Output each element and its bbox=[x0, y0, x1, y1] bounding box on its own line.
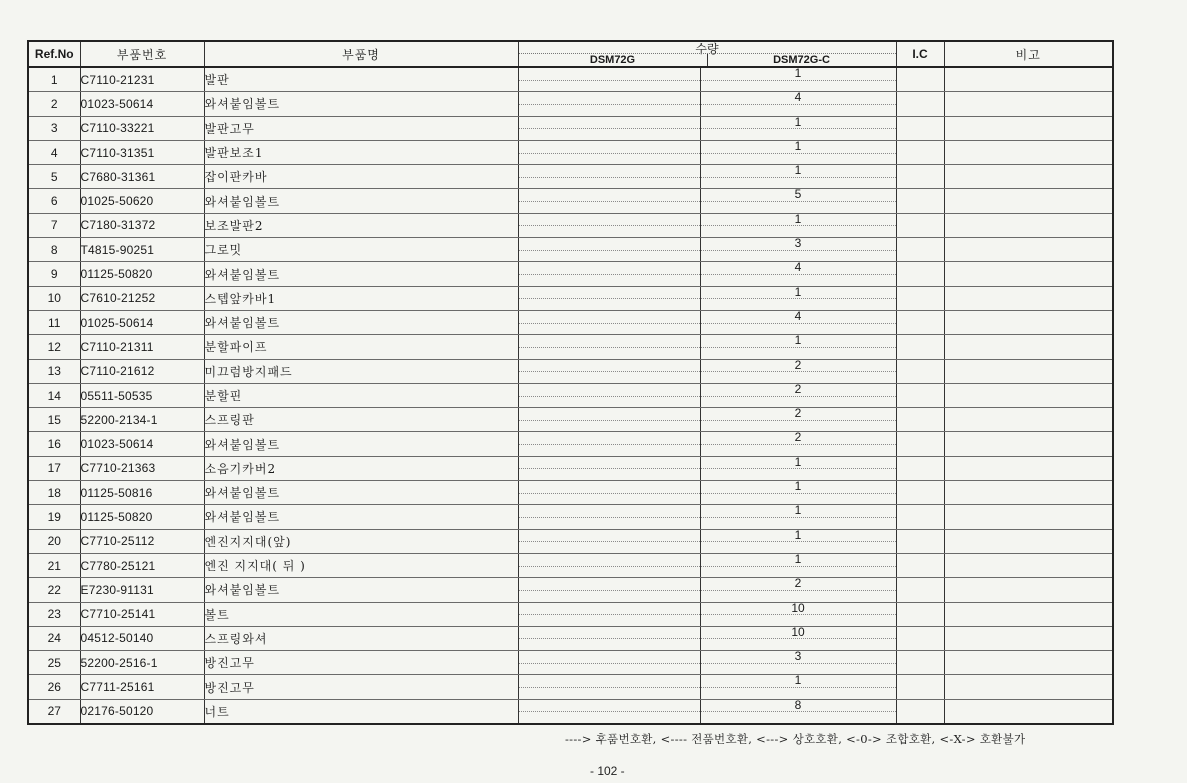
qty-value: 8 bbox=[794, 699, 802, 712]
ic-cell bbox=[896, 359, 944, 383]
qty-dsm72g-c-cell bbox=[700, 165, 896, 189]
qty-dsm72g-c-cell bbox=[700, 310, 896, 334]
interchangeability-legend: ----> 후품번호환, <---- 전품번호환, <---> 상호호환, <-0-> 조합호환, <-X-> 호환불가 bbox=[565, 732, 1026, 746]
qty-divider bbox=[701, 104, 896, 105]
qty-divider bbox=[701, 274, 896, 275]
qty-divider bbox=[519, 420, 700, 421]
qty-divider bbox=[519, 201, 700, 202]
note-cell bbox=[944, 456, 1113, 480]
note-header: 비고 bbox=[944, 41, 1113, 67]
part-name-cell: 스프링판 bbox=[204, 408, 518, 432]
table-row bbox=[28, 262, 1113, 286]
table-row bbox=[28, 310, 1113, 334]
part-no-cell: C7710-21363 bbox=[80, 456, 204, 480]
table-row bbox=[28, 529, 1113, 553]
qty-divider bbox=[519, 371, 700, 372]
qty-value: 2 bbox=[794, 577, 802, 591]
qty-dsm72g-c-cell bbox=[700, 626, 896, 650]
ic-cell bbox=[896, 602, 944, 626]
part-no-cell: 01023-50614 bbox=[80, 432, 204, 456]
qty-dsm72g-cell bbox=[518, 262, 700, 286]
ref-no-cell: 5 bbox=[28, 165, 80, 189]
ref-no-cell: 10 bbox=[28, 286, 80, 310]
qty-divider bbox=[519, 517, 700, 518]
qty-divider bbox=[701, 517, 896, 518]
note-cell bbox=[944, 140, 1113, 164]
qty-dsm72g-cell bbox=[518, 602, 700, 626]
ref-no-cell: 3 bbox=[28, 116, 80, 140]
part-no-cell: 01125-50820 bbox=[80, 505, 204, 529]
ref-no-cell: 20 bbox=[28, 529, 80, 553]
part-name-cell: 발판고무 bbox=[204, 116, 518, 140]
ref-no-cell: 16 bbox=[28, 432, 80, 456]
qty-dsm72g-c-cell bbox=[700, 481, 896, 505]
ic-cell bbox=[896, 626, 944, 650]
part-no-cell: 01125-50816 bbox=[80, 481, 204, 505]
qty-dsm72g-cell bbox=[518, 699, 700, 724]
part-name-cell: 엔진지지대(앞) bbox=[204, 529, 518, 553]
ref-no-cell: 17 bbox=[28, 456, 80, 480]
part-no-cell: 01025-50614 bbox=[80, 310, 204, 334]
qty-value: 1 bbox=[794, 140, 802, 153]
part-no-cell: C7110-21231 bbox=[80, 67, 204, 92]
qty-dsm72g-c-cell bbox=[700, 505, 896, 529]
quantity-title: 수량 bbox=[695, 42, 719, 56]
note-cell bbox=[944, 626, 1113, 650]
qty-divider bbox=[519, 274, 700, 275]
table-row bbox=[28, 189, 1113, 213]
qty-value: 2 bbox=[794, 407, 802, 421]
page-number: - 102 - bbox=[590, 764, 625, 778]
qty-dsm72g-cell bbox=[518, 359, 700, 383]
qty-divider bbox=[519, 687, 700, 688]
ic-cell bbox=[896, 578, 944, 602]
note-cell bbox=[944, 602, 1113, 626]
part-name-cell: 소음기카버2 bbox=[204, 456, 518, 480]
qty-value: 1 bbox=[794, 456, 802, 469]
qty-divider bbox=[701, 687, 896, 688]
qty-value: 1 bbox=[794, 67, 802, 80]
ref-no-cell: 23 bbox=[28, 602, 80, 626]
table-row bbox=[28, 286, 1113, 310]
note-cell bbox=[944, 165, 1113, 189]
qty-dsm72g-c-cell bbox=[700, 675, 896, 699]
ref-no-cell: 13 bbox=[28, 359, 80, 383]
qty-dsm72g-c-cell bbox=[700, 651, 896, 675]
parts-table bbox=[27, 40, 1114, 725]
qty-value: 10 bbox=[791, 626, 805, 639]
qty-dsm72g-cell bbox=[518, 553, 700, 577]
ref-no-cell: 24 bbox=[28, 626, 80, 650]
qty-divider bbox=[519, 396, 700, 397]
ic-cell bbox=[896, 67, 944, 92]
ref-no-cell: 26 bbox=[28, 675, 80, 699]
note-cell bbox=[944, 651, 1113, 675]
qty-dsm72g-cell bbox=[518, 456, 700, 480]
note-cell bbox=[944, 383, 1113, 407]
ic-cell bbox=[896, 92, 944, 116]
part-name-cell: 발판보조1 bbox=[204, 140, 518, 164]
qty-value: 3 bbox=[794, 650, 802, 664]
part-no-cell: E7230-91131 bbox=[80, 578, 204, 602]
ic-cell bbox=[896, 140, 944, 164]
qty-dsm72g-c-cell bbox=[700, 456, 896, 480]
ref-no-cell: 7 bbox=[28, 213, 80, 237]
note-cell bbox=[944, 116, 1113, 140]
qty-dsm72g-c-cell bbox=[700, 189, 896, 213]
qty-divider bbox=[519, 638, 700, 639]
qty-divider bbox=[701, 347, 896, 348]
parts-sheet bbox=[27, 40, 1114, 725]
qty-value: 1 bbox=[794, 116, 802, 129]
table-row bbox=[28, 651, 1113, 675]
ref-no-cell: 4 bbox=[28, 140, 80, 164]
ref-no-cell: 15 bbox=[28, 408, 80, 432]
ic-cell bbox=[896, 481, 944, 505]
qty-dsm72g-c-cell bbox=[700, 383, 896, 407]
ic-cell bbox=[896, 116, 944, 140]
ic-cell bbox=[896, 505, 944, 529]
part-name-cell: 와셔붙임볼트 bbox=[204, 310, 518, 334]
part-no-cell: 01125-50820 bbox=[80, 262, 204, 286]
qty-dsm72g-c-cell bbox=[700, 699, 896, 724]
note-cell bbox=[944, 359, 1113, 383]
qty-dsm72g-cell bbox=[518, 213, 700, 237]
qty-divider bbox=[519, 250, 700, 251]
table-row bbox=[28, 335, 1113, 359]
qty-dsm72g-cell bbox=[518, 140, 700, 164]
qty-value: 1 bbox=[794, 164, 802, 178]
qty-dsm72g-c-cell bbox=[700, 335, 896, 359]
qty-divider bbox=[519, 298, 700, 299]
ic-cell bbox=[896, 675, 944, 699]
qty-dsm72g-c-cell bbox=[700, 432, 896, 456]
qty-divider bbox=[519, 225, 700, 226]
ic-cell bbox=[896, 651, 944, 675]
qty-divider bbox=[701, 201, 896, 202]
qty-dsm72g-cell bbox=[518, 238, 700, 262]
table-row bbox=[28, 67, 1113, 92]
ic-cell bbox=[896, 262, 944, 286]
part-no-cell: C7110-33221 bbox=[80, 116, 204, 140]
part-name-cell: 분할핀 bbox=[204, 383, 518, 407]
note-cell bbox=[944, 481, 1113, 505]
table-header-row bbox=[28, 41, 1113, 67]
qty-value: 1 bbox=[794, 213, 802, 226]
qty-value: 1 bbox=[794, 286, 802, 299]
note-cell bbox=[944, 213, 1113, 237]
table-row bbox=[28, 408, 1113, 432]
part-name-cell: 와셔붙임볼트 bbox=[204, 505, 518, 529]
qty-divider bbox=[519, 80, 700, 81]
table-row bbox=[28, 699, 1113, 724]
ic-cell bbox=[896, 553, 944, 577]
ref-no-cell: 25 bbox=[28, 651, 80, 675]
part-no-cell: C7110-31351 bbox=[80, 140, 204, 164]
qty-divider bbox=[519, 711, 700, 712]
qty-divider bbox=[519, 541, 700, 542]
note-cell bbox=[944, 505, 1113, 529]
part-name-cell: 잡이판카바 bbox=[204, 165, 518, 189]
model-header-dsm72g: DSM72G bbox=[519, 54, 708, 66]
ic-cell bbox=[896, 529, 944, 553]
qty-dsm72g-c-cell bbox=[700, 286, 896, 310]
part-name-cell: 발판 bbox=[204, 67, 518, 92]
part-no-cell: T4815-90251 bbox=[80, 238, 204, 262]
ref-no-cell: 8 bbox=[28, 238, 80, 262]
part-no-cell: C7110-21311 bbox=[80, 335, 204, 359]
part-no-cell: 01023-50614 bbox=[80, 92, 204, 116]
part-no-cell: C7711-25161 bbox=[80, 675, 204, 699]
note-cell bbox=[944, 675, 1113, 699]
part-name-cell: 너트 bbox=[204, 699, 518, 724]
qty-divider bbox=[701, 590, 896, 591]
table-row bbox=[28, 481, 1113, 505]
part-no-cell: 04512-50140 bbox=[80, 626, 204, 650]
table-row bbox=[28, 140, 1113, 164]
qty-divider bbox=[519, 468, 700, 469]
note-cell bbox=[944, 408, 1113, 432]
qty-dsm72g-cell bbox=[518, 675, 700, 699]
qty-value: 1 bbox=[794, 529, 802, 542]
ref-no-header: Ref.No bbox=[28, 41, 80, 67]
qty-divider bbox=[519, 104, 700, 105]
qty-value: 2 bbox=[794, 431, 802, 445]
part-no-cell: 05511-50535 bbox=[80, 383, 204, 407]
qty-dsm72g-c-cell bbox=[700, 238, 896, 262]
qty-divider bbox=[519, 590, 700, 591]
table-row bbox=[28, 602, 1113, 626]
note-cell bbox=[944, 92, 1113, 116]
ref-no-cell: 12 bbox=[28, 335, 80, 359]
part-no-cell: 02176-50120 bbox=[80, 699, 204, 724]
ref-no-cell: 6 bbox=[28, 189, 80, 213]
part-no-cell: C7780-25121 bbox=[80, 553, 204, 577]
part-name-cell: 방진고무 bbox=[204, 651, 518, 675]
quantity-header bbox=[518, 41, 896, 67]
qty-dsm72g-cell bbox=[518, 165, 700, 189]
qty-dsm72g-cell bbox=[518, 335, 700, 359]
part-name-cell: 와셔붙임볼트 bbox=[204, 189, 518, 213]
table-row bbox=[28, 505, 1113, 529]
part-name-cell: 엔진 지지대( 뒤 ) bbox=[204, 553, 518, 577]
qty-value: 4 bbox=[794, 310, 802, 323]
qty-divider bbox=[519, 323, 700, 324]
part-name-cell: 방진고무 bbox=[204, 675, 518, 699]
ref-no-cell: 22 bbox=[28, 578, 80, 602]
qty-dsm72g-c-cell bbox=[700, 529, 896, 553]
note-cell bbox=[944, 286, 1113, 310]
ic-cell bbox=[896, 286, 944, 310]
part-no-cell: 52200-2134-1 bbox=[80, 408, 204, 432]
qty-dsm72g-cell bbox=[518, 286, 700, 310]
qty-dsm72g-cell bbox=[518, 578, 700, 602]
qty-value: 1 bbox=[794, 334, 802, 348]
note-cell bbox=[944, 262, 1113, 286]
qty-dsm72g-c-cell bbox=[700, 262, 896, 286]
ic-cell bbox=[896, 310, 944, 334]
qty-divider bbox=[519, 128, 700, 129]
part-name-cell: 스텝앞카바1 bbox=[204, 286, 518, 310]
part-name-cell: 볼트 bbox=[204, 602, 518, 626]
part-name-cell: 그로밋 bbox=[204, 238, 518, 262]
ref-no-cell: 1 bbox=[28, 67, 80, 92]
part-no-cell: C7710-25141 bbox=[80, 602, 204, 626]
table-body bbox=[28, 67, 1113, 724]
qty-value: 1 bbox=[794, 674, 802, 688]
qty-dsm72g-c-cell bbox=[700, 553, 896, 577]
qty-dsm72g-c-cell bbox=[700, 578, 896, 602]
note-cell bbox=[944, 529, 1113, 553]
qty-dsm72g-cell bbox=[518, 67, 700, 92]
part-no-cell: 01025-50620 bbox=[80, 189, 204, 213]
qty-divider bbox=[519, 493, 700, 494]
part-name-cell: 스프링와셔 bbox=[204, 626, 518, 650]
table-row bbox=[28, 675, 1113, 699]
qty-dsm72g-cell bbox=[518, 626, 700, 650]
qty-dsm72g-c-cell bbox=[700, 408, 896, 432]
qty-dsm72g-c-cell bbox=[700, 359, 896, 383]
qty-value: 1 bbox=[794, 480, 802, 494]
ref-no-cell: 2 bbox=[28, 92, 80, 116]
qty-dsm72g-c-cell bbox=[700, 92, 896, 116]
note-cell bbox=[944, 310, 1113, 334]
qty-value: 1 bbox=[794, 504, 802, 518]
table-row bbox=[28, 578, 1113, 602]
qty-value: 5 bbox=[794, 188, 802, 202]
part-name-header: 부품명 bbox=[204, 41, 518, 67]
part-no-cell: C7180-31372 bbox=[80, 213, 204, 237]
ic-cell bbox=[896, 238, 944, 262]
qty-dsm72g-c-cell bbox=[700, 116, 896, 140]
table-row bbox=[28, 359, 1113, 383]
table-row bbox=[28, 238, 1113, 262]
qty-value: 4 bbox=[794, 91, 802, 105]
table-row bbox=[28, 383, 1113, 407]
ref-no-cell: 9 bbox=[28, 262, 80, 286]
qty-value: 2 bbox=[794, 383, 802, 396]
note-cell bbox=[944, 67, 1113, 92]
qty-dsm72g-cell bbox=[518, 189, 700, 213]
model-header-dsm72g-c: DSM72G-C bbox=[773, 54, 830, 66]
table-row bbox=[28, 213, 1113, 237]
note-cell bbox=[944, 335, 1113, 359]
qty-value: 4 bbox=[794, 261, 802, 275]
qty-divider bbox=[519, 663, 700, 664]
ic-cell bbox=[896, 165, 944, 189]
qty-value: 10 bbox=[791, 602, 805, 615]
qty-dsm72g-c-cell bbox=[700, 602, 896, 626]
qty-divider bbox=[519, 153, 700, 154]
part-name-cell: 와셔붙임볼트 bbox=[204, 432, 518, 456]
qty-divider bbox=[519, 444, 700, 445]
part-name-cell: 보조발판2 bbox=[204, 213, 518, 237]
note-cell bbox=[944, 189, 1113, 213]
note-cell bbox=[944, 432, 1113, 456]
qty-divider bbox=[519, 566, 700, 567]
qty-dsm72g-cell bbox=[518, 408, 700, 432]
ic-cell bbox=[896, 699, 944, 724]
ic-cell bbox=[896, 456, 944, 480]
ic-header: I.C bbox=[896, 41, 944, 67]
note-cell bbox=[944, 238, 1113, 262]
qty-divider bbox=[519, 614, 700, 615]
ref-no-cell: 18 bbox=[28, 481, 80, 505]
table-row bbox=[28, 626, 1113, 650]
part-name-cell: 분할파이프 bbox=[204, 335, 518, 359]
qty-dsm72g-c-cell bbox=[700, 67, 896, 92]
qty-divider bbox=[701, 444, 896, 445]
qty-dsm72g-cell bbox=[518, 481, 700, 505]
ic-cell bbox=[896, 335, 944, 359]
note-cell bbox=[944, 578, 1113, 602]
ic-cell bbox=[896, 383, 944, 407]
part-no-cell: C7110-21612 bbox=[80, 359, 204, 383]
qty-dsm72g-c-cell bbox=[700, 140, 896, 164]
part-no-header: 부품번호 bbox=[80, 41, 204, 67]
part-name-cell: 와셔붙임볼트 bbox=[204, 262, 518, 286]
qty-dsm72g-cell bbox=[518, 116, 700, 140]
part-no-cell: C7710-25112 bbox=[80, 529, 204, 553]
table-row bbox=[28, 92, 1113, 116]
qty-value: 1 bbox=[794, 553, 802, 566]
part-name-cell: 와셔붙임볼트 bbox=[204, 578, 518, 602]
qty-value: 2 bbox=[794, 359, 802, 372]
qty-divider bbox=[519, 177, 700, 178]
note-cell bbox=[944, 553, 1113, 577]
qty-dsm72g-cell bbox=[518, 651, 700, 675]
table-row bbox=[28, 116, 1113, 140]
part-name-cell: 미끄럼방지패드 bbox=[204, 359, 518, 383]
qty-dsm72g-cell bbox=[518, 529, 700, 553]
ic-cell bbox=[896, 213, 944, 237]
ref-no-cell: 19 bbox=[28, 505, 80, 529]
part-name-cell: 와셔붙임볼트 bbox=[204, 481, 518, 505]
qty-dsm72g-cell bbox=[518, 383, 700, 407]
ref-no-cell: 27 bbox=[28, 699, 80, 724]
part-name-cell: 와셔붙임볼트 bbox=[204, 92, 518, 116]
part-no-cell: C7680-31361 bbox=[80, 165, 204, 189]
qty-value: 3 bbox=[794, 237, 802, 251]
qty-dsm72g-cell bbox=[518, 92, 700, 116]
ic-cell bbox=[896, 432, 944, 456]
table-row bbox=[28, 432, 1113, 456]
qty-dsm72g-cell bbox=[518, 432, 700, 456]
qty-dsm72g-cell bbox=[518, 505, 700, 529]
qty-dsm72g-cell bbox=[518, 310, 700, 334]
ref-no-cell: 11 bbox=[28, 310, 80, 334]
table-row bbox=[28, 456, 1113, 480]
ic-cell bbox=[896, 408, 944, 432]
part-no-cell: 52200-2516-1 bbox=[80, 651, 204, 675]
table-row bbox=[28, 165, 1113, 189]
qty-divider bbox=[519, 347, 700, 348]
ic-cell bbox=[896, 189, 944, 213]
note-cell bbox=[944, 699, 1113, 724]
ref-no-cell: 14 bbox=[28, 383, 80, 407]
table-row bbox=[28, 553, 1113, 577]
qty-dsm72g-c-cell bbox=[700, 213, 896, 237]
ref-no-cell: 21 bbox=[28, 553, 80, 577]
part-no-cell: C7610-21252 bbox=[80, 286, 204, 310]
